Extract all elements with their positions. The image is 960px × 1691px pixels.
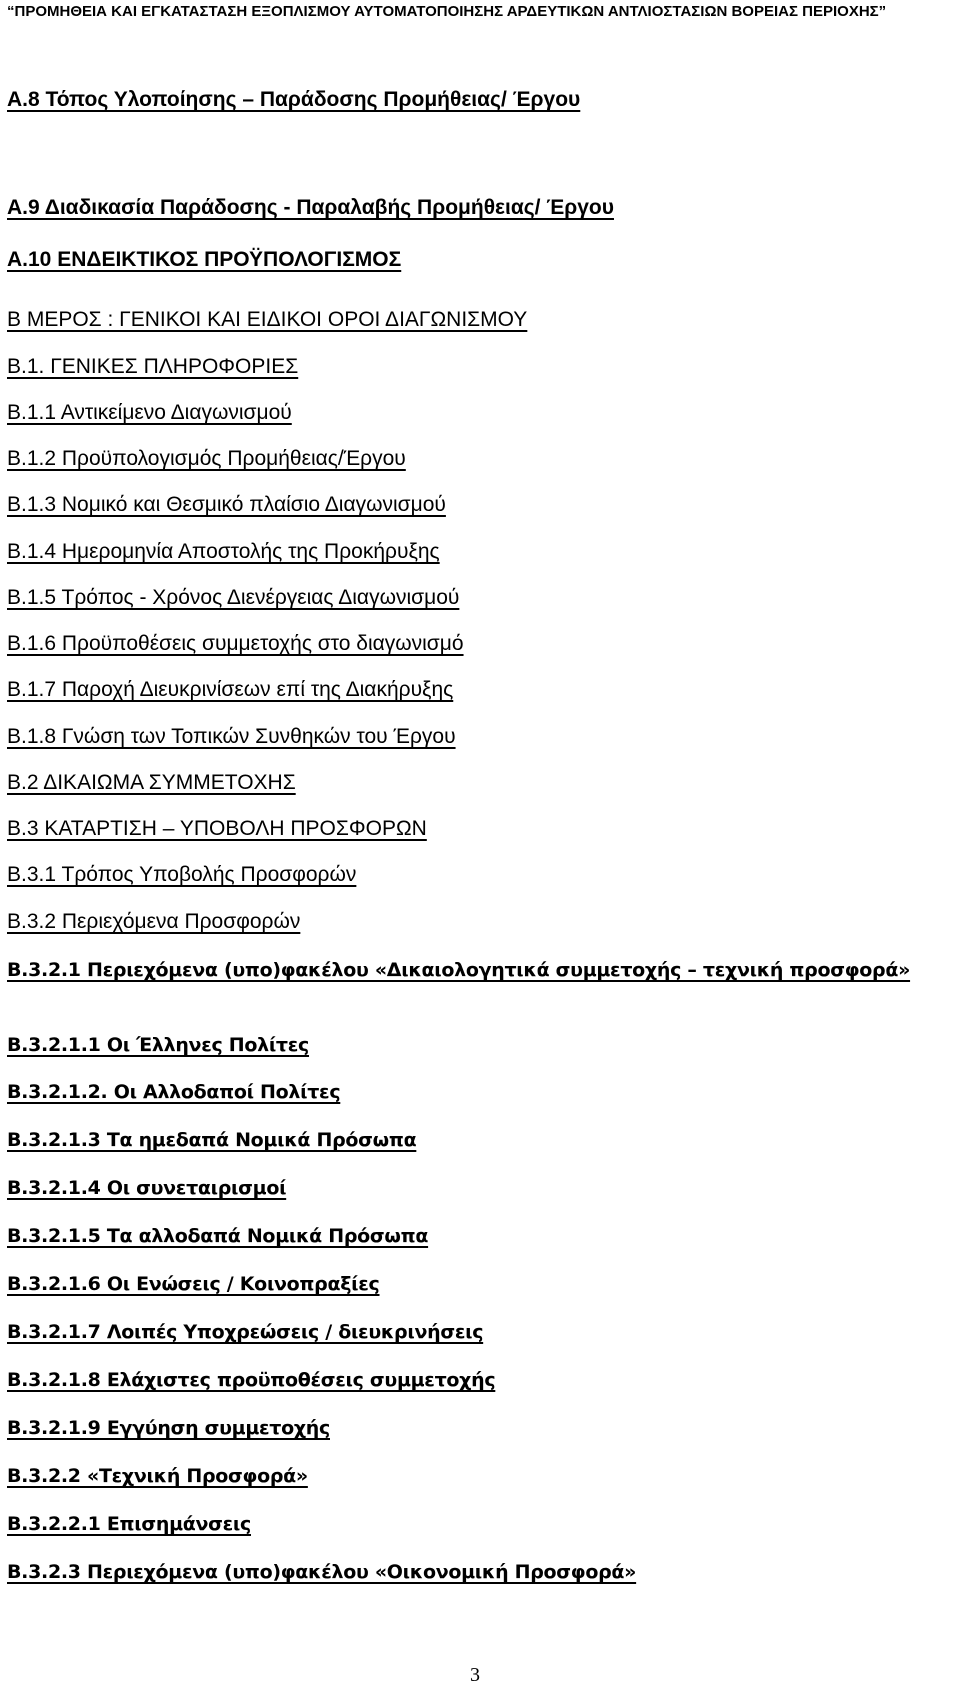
toc-entry-b3[interactable]: Β.3 ΚΑΤΑΡΤΙΣΗ – ΥΠΟΒΟΛΗ ΠΡΟΣΦΟΡΩΝ bbox=[7, 817, 427, 840]
toc-entry-b1-7[interactable]: Β.1.7 Παροχή Διευκρινίσεων επί της Διακήρυξης bbox=[7, 678, 454, 701]
toc-entry-b3-2-2-1[interactable]: Β.3.2.2.1 Επισημάνσεις bbox=[7, 1513, 251, 1535]
toc-entry-b3-2-1-8[interactable]: Β.3.2.1.8 Ελάχιστες προϋποθέσεις συμμετοχής bbox=[7, 1369, 496, 1391]
toc-entry-b1-6[interactable]: Β.1.6 Προϋποθέσεις συμμετοχής στο διαγωνισμό bbox=[7, 632, 464, 655]
toc-entry-b3-2[interactable]: Β.3.2 Περιεχόμενα Προσφορών bbox=[7, 910, 301, 933]
toc-entry-a10[interactable]: Α.10 ΕΝΔΕΙΚΤΙΚΟΣ ΠΡΟΫΠΟΛΟΓΙΣΜΟΣ bbox=[7, 248, 402, 271]
document-header: “ΠΡΟΜΗΘΕΙΑ ΚΑΙ ΕΓΚΑΤΑΣΤΑΣΗ ΕΞΟΠΛΙΣΜΟΥ ΑΥΤΟΜΑΤΟΠΟΙΗΣΗΣ ΑΡΔΕΥΤΙΚΩΝ ΑΝΤΛΙΟΣΤΑΣΙΩΝ ΒΟΡΕΙΑΣ ΠΕΡΙΟΧΗΣ” bbox=[7, 3, 887, 20]
toc-entry-b1[interactable]: Β.1. ΓΕΝΙΚΕΣ ΠΛΗΡΟΦΟΡΙΕΣ bbox=[7, 355, 299, 378]
page-number: 3 bbox=[470, 1664, 480, 1686]
toc-entry-b1-3[interactable]: Β.1.3 Νομικό και Θεσμικό πλαίσιο Διαγωνισμού bbox=[7, 493, 446, 516]
toc-entry-a9[interactable]: Α.9 Διαδικασία Παράδοσης - Παραλαβής Προμήθειας/ Έργου bbox=[7, 196, 614, 219]
toc-entry-b3-2-1-4[interactable]: Β.3.2.1.4 Οι συνεταιρισμοί bbox=[7, 1177, 287, 1199]
toc-entry-b1-2[interactable]: Β.1.2 Προϋπολογισμός Προμήθειας/Έργου bbox=[7, 447, 406, 470]
toc-entry-b3-2-2[interactable]: Β.3.2.2 «Τεχνική Προσφορά» bbox=[7, 1465, 308, 1487]
toc-entry-b3-2-1[interactable]: Β.3.2.1 Περιεχόμενα (υπο)φακέλου «Δικαιολογητικά συμμετοχής – τεχνική προσφορά» bbox=[7, 959, 911, 981]
toc-entry-b3-2-1-3[interactable]: Β.3.2.1.3 Τα ημεδαπά Νομικά Πρόσωπα bbox=[7, 1129, 417, 1151]
toc-entry-b3-2-1-2[interactable]: Β.3.2.1.2. Οι Αλλοδαποί Πολίτες bbox=[7, 1081, 341, 1103]
toc-entry-b-part[interactable]: Β ΜΕΡΟΣ : ΓΕΝΙΚΟΙ ΚΑΙ ΕΙΔΙΚΟΙ ΟΡΟΙ ΔΙΑΓΩΝΙΣΜΟΥ bbox=[7, 308, 528, 331]
toc-entry-b3-2-1-5[interactable]: Β.3.2.1.5 Τα αλλοδαπά Νομικά Πρόσωπα bbox=[7, 1225, 429, 1247]
toc-entry-b1-1[interactable]: Β.1.1 Αντικείμενο Διαγωνισμού bbox=[7, 401, 292, 424]
toc-entry-b2[interactable]: Β.2 ΔΙΚΑΙΩΜΑ ΣΥΜΜΕΤΟΧΗΣ bbox=[7, 771, 296, 794]
toc-entry-b1-5[interactable]: Β.1.5 Τρόπος - Χρόνος Διενέργειας Διαγωνισμού bbox=[7, 586, 460, 609]
toc-entry-b3-2-1-6[interactable]: Β.3.2.1.6 Οι Ενώσεις / Κοινοπραξίες bbox=[7, 1273, 380, 1295]
toc-entry-b3-2-3[interactable]: Β.3.2.3 Περιεχόμενα (υπο)φακέλου «Οικονομική Προσφορά» bbox=[7, 1561, 637, 1583]
toc-entry-a8[interactable]: Α.8 Τόπος Υλοποίησης – Παράδοσης Προμήθειας/ Έργου bbox=[7, 88, 581, 111]
toc-entry-b3-1[interactable]: Β.3.1 Τρόπος Υποβολής Προσφορών bbox=[7, 863, 357, 886]
toc-entry-b1-4[interactable]: Β.1.4 Ημερομηνία Αποστολής της Προκήρυξης bbox=[7, 540, 440, 563]
toc-entry-b3-2-1-9[interactable]: Β.3.2.1.9 Εγγύηση συμμετοχής bbox=[7, 1417, 330, 1439]
toc-entry-b1-8[interactable]: Β.1.8 Γνώση των Τοπικών Συνθηκών του Έργου bbox=[7, 725, 456, 748]
toc-entry-b3-2-1-1[interactable]: Β.3.2.1.1 Οι Έλληνες Πολίτες bbox=[7, 1034, 310, 1056]
toc-entry-b3-2-1-7[interactable]: Β.3.2.1.7 Λοιπές Υποχρεώσεις / διευκρινήσεις bbox=[7, 1321, 484, 1343]
